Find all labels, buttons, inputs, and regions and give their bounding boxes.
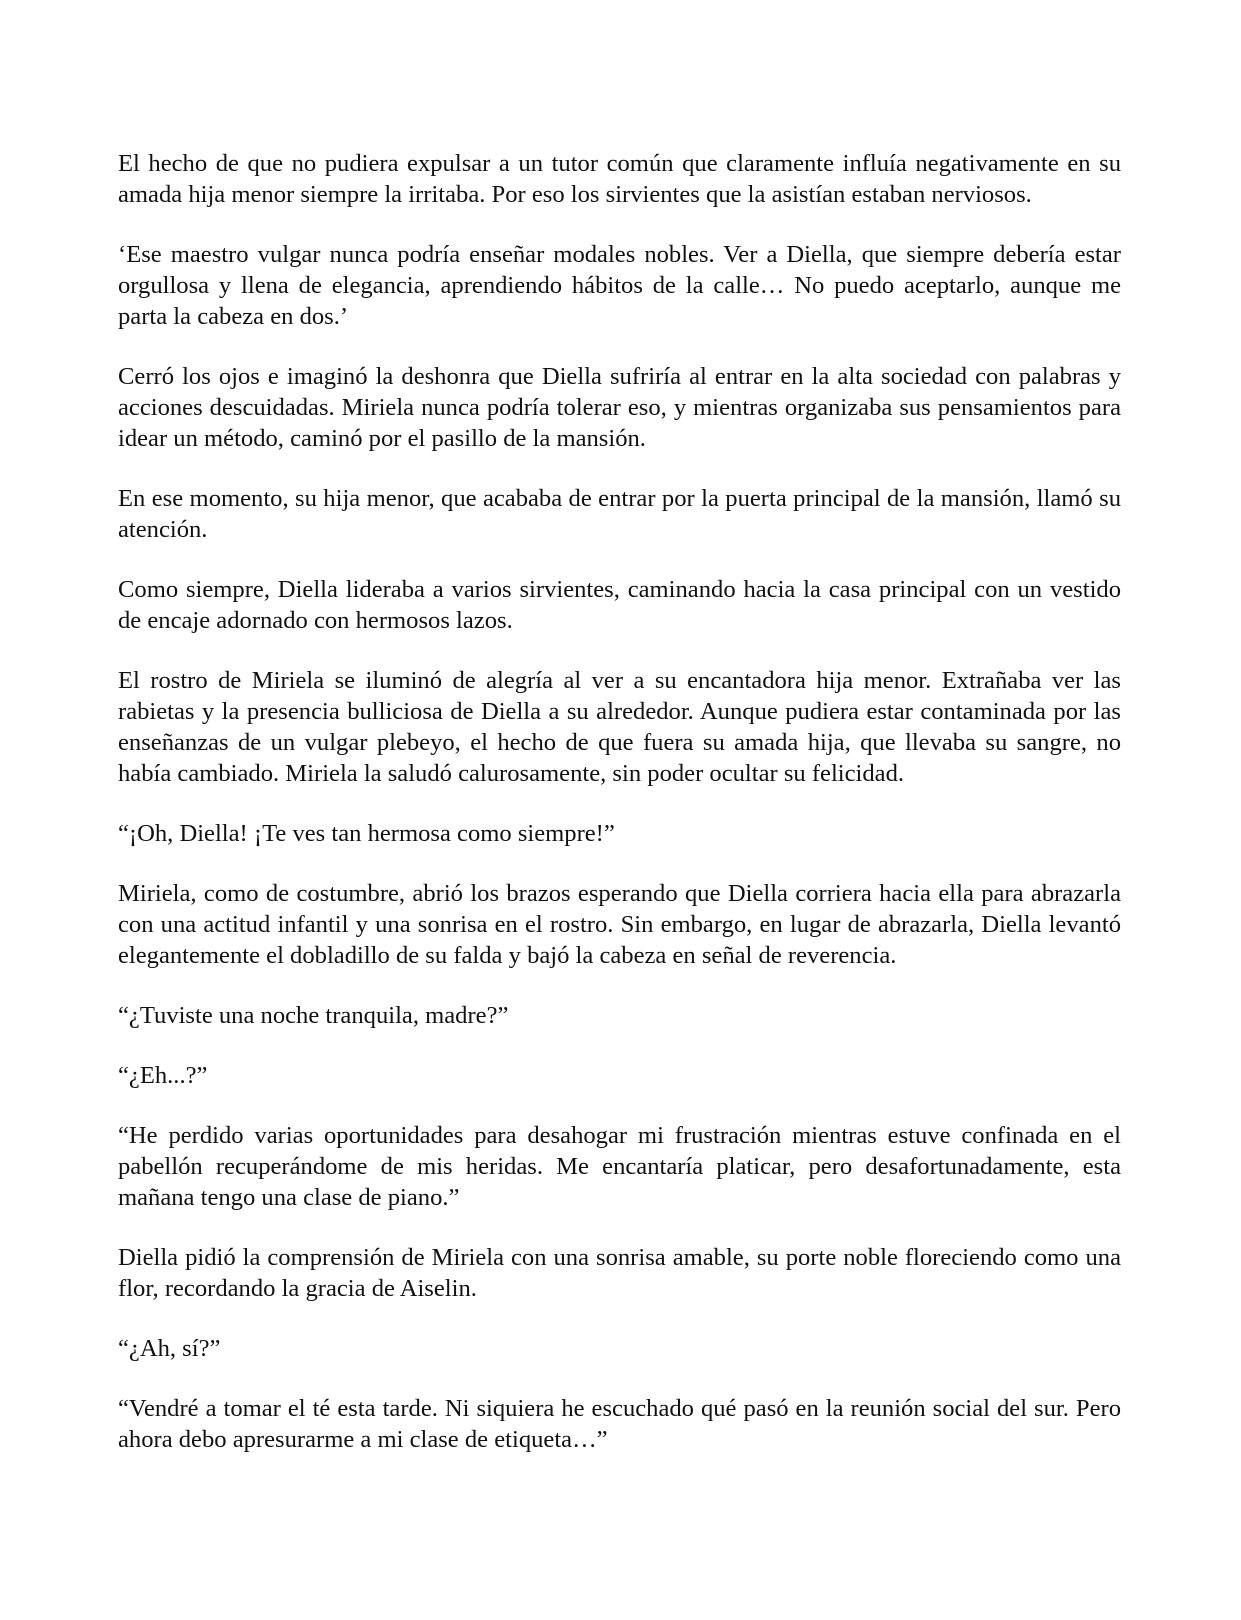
- dialogue-line: “¿Eh...?”: [118, 1062, 208, 1089]
- paragraph: En ese momento, su hija menor, que acababa de entrar por la puerta principal de la mansión, llamó su atención.: [118, 485, 1121, 543]
- dialogue-line: “¿Tuviste una noche tranquila, madre?”: [118, 1002, 509, 1029]
- paragraph: Cerró los ojos e imaginó la deshonra que Diella sufriría al entrar en la alta sociedad con palabras y acciones descuidadas. Miriela nunca podría tolerar eso, y mientras organizaba sus pensamientos para idear un método, caminó por el pasillo de la mansión.: [118, 363, 1121, 452]
- paragraph: Como siempre, Diella lideraba a varios sirvientes, caminando hacia la casa principal con un vestido de encaje adornado con hermosos lazos.: [118, 576, 1121, 634]
- document-page: [118, 148, 1121, 1484]
- paragraph: El rostro de Miriela se iluminó de alegría al ver a su encantadora hija menor. Extrañaba ver las rabietas y la presencia bulliciosa de Diella a su alrededor. Aunque pudiera estar contaminada por las enseñanzas de un vulgar plebeyo, el hecho de que fuera su amada hija, que llevaba su sangre, no había cambiado. Miriela la saludó calurosamente, sin poder ocultar su felicidad.: [118, 667, 1121, 787]
- dialogue-paragraph: “Vendré a tomar el té esta tarde. Ni siquiera he escuchado qué pasó en la reunión social del sur. Pero ahora debo apresurarme a mi clase de etiqueta…”: [118, 1395, 1121, 1453]
- paragraph: El hecho de que no pudiera expulsar a un tutor común que claramente influía negativamente en su amada hija menor siempre la irritaba. Por eso los sirvientes que la asistían estaban nerviosos.: [118, 150, 1121, 208]
- dialogue-paragraph: “He perdido varias oportunidades para desahogar mi frustración mientras estuve confinada en el pabellón recuperándome de mis heridas. Me encantaría platicar, pero desafortunadamente, esta mañana tengo una clase de piano.”: [118, 1122, 1121, 1211]
- paragraph: Miriela, como de costumbre, abrió los brazos esperando que Diella corriera hacia ella para abrazarla con una actitud infantil y una sonrisa en el rostro. Sin embargo, en lugar de abrazarla, Diella levantó elegantemente el dobladillo de su falda y bajó la cabeza en señal de reverencia.: [118, 880, 1121, 969]
- dialogue-line: “¿Ah, sí?”: [118, 1335, 221, 1362]
- paragraph: Diella pidió la comprensión de Miriela con una sonrisa amable, su porte noble floreciendo como una flor, recordando la gracia de Aiselin.: [118, 1244, 1121, 1302]
- paragraph: ‘Ese maestro vulgar nunca podría enseñar modales nobles. Ver a Diella, que siempre debería estar orgullosa y llena de elegancia, aprendiendo hábitos de la calle… No puedo aceptarlo, aunque me parta la cabeza en dos.’: [118, 241, 1121, 330]
- dialogue-line: “¡Oh, Diella! ¡Te ves tan hermosa como siempre!”: [118, 820, 615, 847]
